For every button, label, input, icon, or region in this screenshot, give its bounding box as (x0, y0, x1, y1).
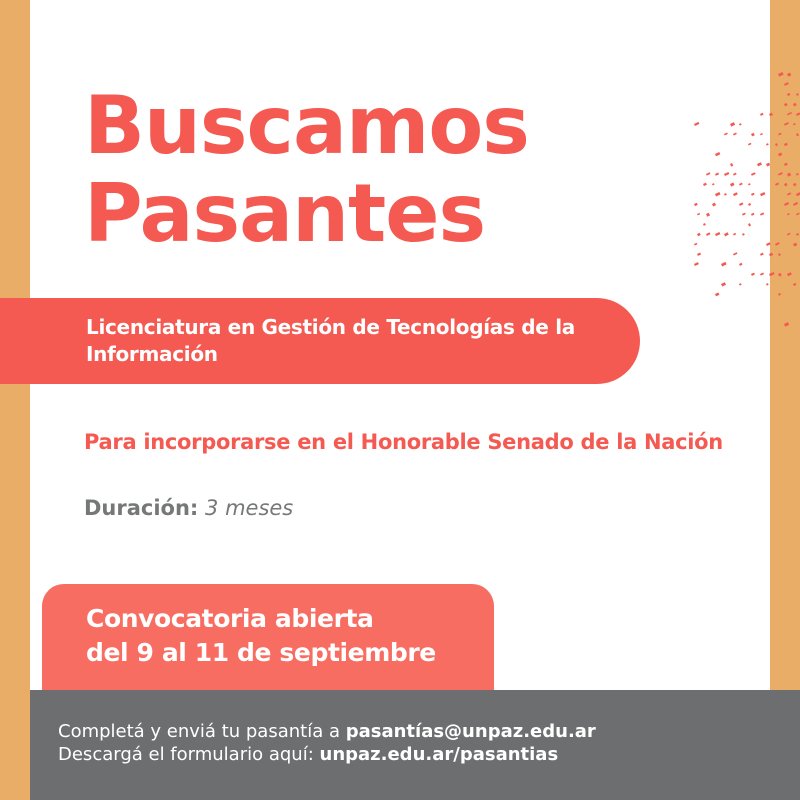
halftone-dot (778, 293, 781, 296)
halftone-dot (784, 183, 788, 186)
halftone-dot (784, 322, 789, 327)
halftone-dot (778, 153, 782, 157)
halftone-dot (715, 152, 720, 156)
halftone-dot (793, 202, 798, 206)
footer-line-1-prefix: Completá y enviá tu pasantía a (58, 721, 346, 742)
halftone-dot (721, 262, 727, 267)
halftone-dot (712, 183, 715, 185)
halftone-dot (751, 273, 755, 276)
halftone-dot (742, 233, 745, 236)
halftone-dot (760, 192, 765, 196)
halftone-dot (694, 262, 699, 266)
halftone-dot (703, 183, 707, 186)
footer-text (58, 720, 778, 766)
halftone-dot (793, 123, 796, 125)
halftone-dot (760, 272, 764, 275)
halftone-dot (730, 182, 735, 186)
halftone-dot (706, 213, 710, 217)
program-label: Licenciatura en Gestión de Tecnologías de la Información (86, 315, 575, 366)
halftone-dot (778, 273, 782, 277)
halftone-dot (733, 233, 736, 236)
halftone-dot (724, 133, 728, 136)
call-line-2: del 9 al 11 de septiembre (86, 638, 436, 667)
halftone-dot (757, 162, 762, 166)
halftone-dot (775, 182, 779, 185)
call-line-1: Convocatoria abierta (86, 604, 374, 633)
halftone-dot (715, 192, 721, 196)
halftone-dot (751, 133, 755, 137)
call-text (86, 602, 486, 670)
halftone-dot (775, 143, 778, 146)
halftone-dot (784, 202, 789, 206)
halftone-dot (739, 123, 742, 125)
halftone-dot (787, 173, 791, 177)
halftone-dot (715, 232, 720, 236)
halftone-dot (742, 213, 746, 216)
placement-text: Para incorporarse en el Honorable Senado de la Nación (84, 430, 723, 454)
halftone-dot (715, 172, 719, 175)
halftone-dot (793, 283, 796, 286)
halftone-dot (778, 253, 781, 256)
halftone-dot (739, 263, 743, 266)
halftone-dot (784, 163, 788, 166)
halftone-dot (793, 243, 797, 247)
duration-value: 3 meses (205, 496, 294, 520)
duration-line (84, 494, 293, 522)
headline-line-2: Pasantes (84, 167, 486, 260)
halftone-dot (739, 202, 743, 206)
halftone-dot (760, 212, 764, 215)
headline-line-1: Buscamos (84, 79, 529, 172)
halftone-dot (751, 213, 754, 216)
halftone-dot (697, 253, 701, 256)
halftone-dot (796, 93, 799, 96)
halftone-dot (769, 253, 773, 257)
halftone-dot (787, 233, 790, 236)
halftone-dot (787, 192, 791, 195)
halftone-dot (748, 203, 751, 206)
halftone-dot (694, 243, 697, 246)
halftone-dot (694, 203, 698, 206)
halftone-dot (724, 172, 729, 176)
halftone-dot (787, 272, 792, 276)
halftone-dot (724, 232, 729, 236)
halftone-dot (778, 133, 782, 136)
form-url-link[interactable]: unpaz.edu.ar/pasantias (319, 744, 559, 765)
footer-line-2 (58, 743, 778, 766)
halftone-dot (796, 173, 799, 176)
halftone-dot (784, 143, 788, 146)
halftone-dot (766, 143, 769, 146)
footer-line-1 (58, 720, 778, 743)
halftone-dot (766, 163, 770, 167)
halftone-dot (706, 232, 710, 236)
halftone-dot (748, 223, 751, 226)
halftone-dot (787, 213, 790, 215)
halftone-dot (796, 133, 799, 136)
halftone-dot (733, 252, 737, 255)
halftone-dot (733, 173, 737, 176)
halftone-dot (796, 112, 800, 116)
halftone-dot (778, 72, 784, 77)
halftone-dot (769, 272, 775, 276)
halftone-dot (769, 113, 773, 117)
headline (84, 79, 529, 260)
halftone-dot (751, 193, 755, 196)
halftone-dot (784, 103, 788, 107)
halftone-dot (766, 242, 771, 246)
halftone-dot (748, 143, 751, 146)
halftone-dot (751, 172, 756, 176)
halftone-dot (787, 112, 792, 115)
halftone-dot (793, 183, 796, 186)
halftone-dot (733, 192, 738, 196)
halftone-dot (766, 283, 769, 286)
email-link[interactable]: pasantías@unpaz.edu.ar (345, 721, 596, 742)
halftone-dot (733, 133, 737, 136)
footer-line-2-prefix: Descargá el formulario aquí: (58, 744, 320, 765)
halftone-dot (793, 103, 797, 107)
halftone-dot (730, 163, 733, 167)
halftone-dot (721, 282, 726, 286)
halftone-dot (739, 283, 742, 285)
halftone-dot (697, 213, 700, 216)
halftone-dot (760, 133, 763, 135)
halftone-dot (760, 253, 764, 256)
halftone-dot (787, 73, 791, 77)
halftone-dot (697, 233, 701, 236)
halftone-dot (694, 122, 699, 126)
halftone-dot (775, 242, 780, 246)
halftone-dots-decoration (690, 60, 800, 360)
halftone-dot (796, 233, 799, 236)
halftone-dot (706, 172, 710, 175)
halftone-dot (730, 122, 735, 126)
halftone-dot (724, 193, 727, 196)
duration-label: Duración: (84, 496, 199, 520)
halftone-dot (796, 192, 800, 196)
halftone-dot (748, 183, 751, 185)
halftone-dot (760, 113, 764, 116)
halftone-dot (712, 203, 716, 207)
halftone-dot (787, 93, 790, 96)
halftone-dot (796, 213, 800, 216)
halftone-dot (739, 183, 743, 186)
halftone-dot (784, 122, 789, 125)
halftone-dot (778, 172, 783, 175)
halftone-dot (715, 292, 719, 296)
halftone-dot (784, 82, 789, 86)
halftone-dot (703, 223, 706, 226)
